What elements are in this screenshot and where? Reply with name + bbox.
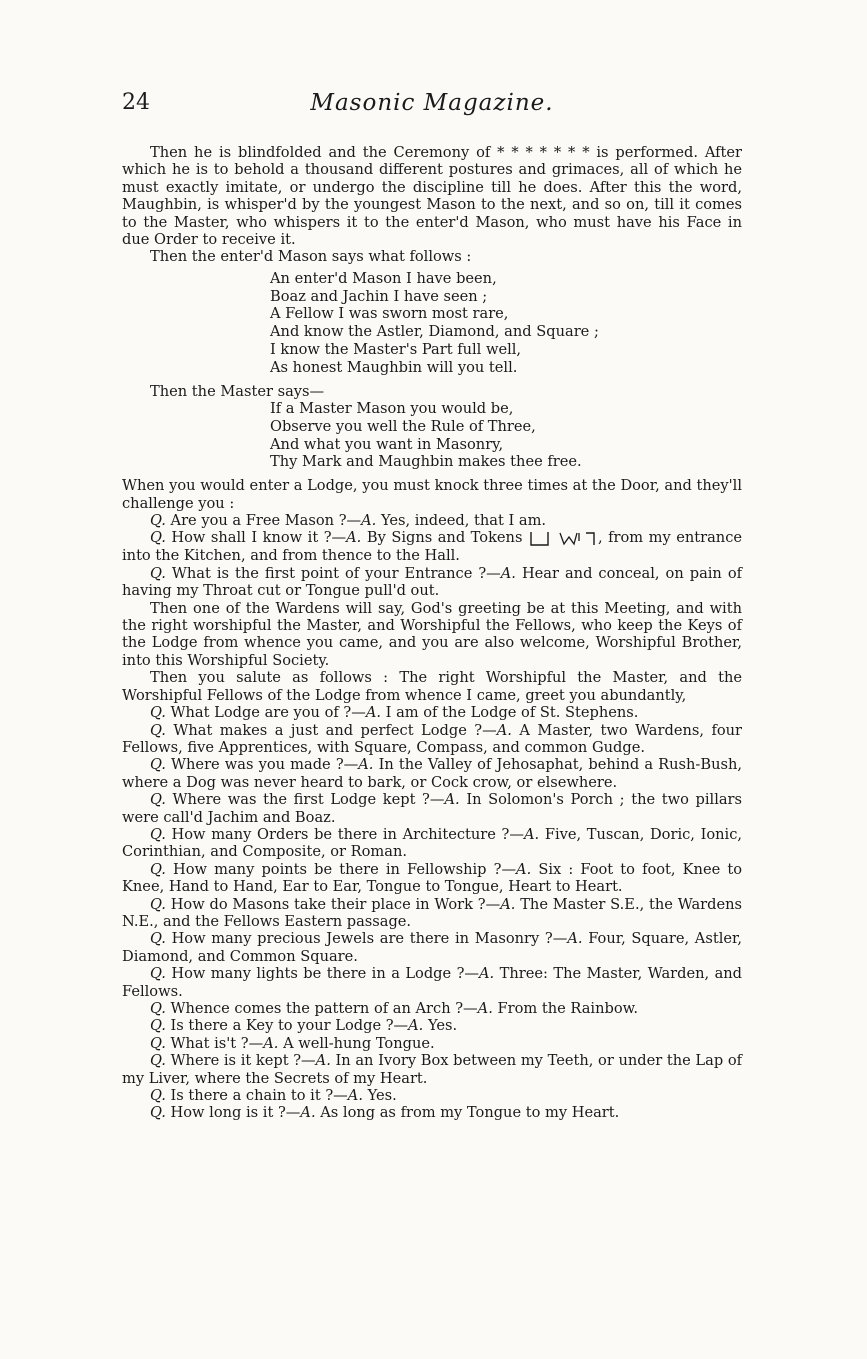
qa-list: [122, 704, 742, 1122]
question-text: What makes a just and perfect Lodge ?—: [173, 721, 497, 739]
verse-line: I know the Master's Part full well,: [270, 341, 522, 359]
answer-text: The Master S.E., the Wardens N.E., and the Fellows Eastern passage.: [122, 895, 742, 930]
qa-item: [122, 1000, 742, 1017]
question-marker: Q.: [150, 704, 166, 722]
question-marker: Q.: [150, 1052, 166, 1070]
answer-text: Yes.: [367, 1087, 397, 1105]
answer-marker: A.: [361, 512, 377, 530]
answer-text: , from my entrance into the Kitchen, and from thence to the Hall.: [122, 529, 743, 565]
masonic-cipher-symbols: [528, 529, 598, 547]
question-marker: Q.: [150, 721, 166, 739]
paragraph: Then the Master says—: [150, 382, 325, 400]
qa-item: [122, 861, 742, 896]
answer-marker: A.: [444, 791, 460, 809]
qa-item: [122, 896, 742, 931]
question-marker: Q.: [150, 930, 166, 948]
verse-line: Observe you well the Rule of Three,: [270, 417, 536, 435]
answer-marker: A.: [358, 756, 374, 774]
qa-item: [122, 826, 742, 861]
qa-item: [122, 1104, 742, 1121]
question-text: What is the first point of your Entrance ?—: [171, 564, 501, 582]
question-marker: Q.: [150, 512, 166, 530]
verse-master: [270, 400, 742, 471]
answer-text: From the Rainbow.: [497, 1000, 639, 1017]
qa-item: [122, 565, 742, 600]
answer-marker: A.: [496, 721, 512, 739]
question-text: How many points be there in Fellowship ?—: [173, 860, 517, 878]
question-text: What is't ?—: [170, 1034, 264, 1052]
answer-marker: A.: [477, 1000, 493, 1017]
verse-line: And what you want in Masonry,: [270, 435, 504, 453]
paragraph: Then the enter'd Mason says what follows :: [150, 248, 472, 266]
answer-text: By Signs and Tokens: [366, 529, 523, 547]
question-marker: Q.: [150, 1017, 166, 1035]
qa-item: [122, 704, 742, 721]
answer-text: Yes, indeed, that I am.: [380, 512, 547, 530]
question-marker: Q.: [150, 1087, 166, 1105]
question-text: Are you a Free Mason ?—: [170, 512, 362, 530]
question-text: Where was you made ?—: [171, 756, 359, 774]
question-text: Where was the first Lodge kept ?—: [172, 791, 445, 809]
question-text: Is there a Key to your Lodge ?—: [170, 1017, 409, 1035]
answer-text: Three: The Master, Warden, and Fellows.: [122, 965, 743, 1000]
answer-text: In an Ivory Box between my Teeth, or under the Lap of my Liver, where the Secrets of my Heart.: [122, 1052, 743, 1087]
question-text: How long is it ?—: [170, 1104, 301, 1122]
answer-text: Four, Square, Astler, Diamond, and Common Square.: [122, 930, 743, 965]
answer-marker: A.: [346, 529, 362, 547]
answer-text: As long as from my Tongue to my Heart.: [320, 1104, 620, 1122]
answer-marker: A.: [479, 965, 495, 983]
qa-item: [122, 1087, 742, 1104]
paragraph: Then you salute as follows : The right Worshipful the Master, and the Worshipful Fellows of the Lodge from whence I came, greet you abundantly,: [122, 669, 742, 704]
question-marker: Q.: [150, 529, 166, 547]
answer-marker: A.: [523, 825, 540, 843]
question-marker: Q.: [150, 1104, 166, 1122]
question-marker: Q.: [150, 564, 166, 582]
question-text: Whence comes the pattern of an Arch ?—: [170, 1000, 478, 1017]
verse-line: A Fellow I was sworn most rare,: [270, 305, 509, 323]
answer-text: Six : Foot to foot, Knee to Knee, Hand to Hand, Ear to Ear, Tongue to Tongue, Heart to Heart.: [122, 860, 743, 896]
question-text: How shall I know it ?—: [171, 529, 347, 547]
question-marker: Q.: [150, 791, 166, 809]
question-text: What Lodge are you of ?—: [170, 704, 366, 722]
answer-text: Five, Tuscan, Doric, Ionic, Corinthian, and Composite, or Roman.: [122, 825, 743, 861]
qa-item: [122, 791, 742, 826]
verse-line: Thy Mark and Maughbin makes thee free.: [270, 453, 582, 471]
answer-marker: A.: [500, 895, 516, 913]
answer-text: A well-hung Tongue.: [283, 1034, 435, 1052]
answer-marker: A.: [315, 1052, 331, 1070]
question-text: How do Masons take their place in Work ?—: [170, 895, 501, 913]
verse-line: An enter'd Mason I have been,: [270, 269, 497, 287]
qa-item: [122, 1035, 742, 1052]
answer-text: Hear and conceal, on pain of having my Throat cut or Tongue pull'd out.: [122, 564, 743, 600]
question-marker: Q.: [150, 860, 166, 878]
answer-marker: A.: [408, 1017, 424, 1035]
answer-marker: A.: [500, 564, 516, 582]
question-text: How many Orders be there in Architecture ?—: [171, 825, 524, 843]
answer-text: In Solomon's Porch ; the two pillars were call'd Jachim and Boaz.: [122, 791, 743, 826]
qa-item: [122, 1017, 742, 1034]
answer-text: Yes.: [427, 1017, 458, 1035]
answer-text: I am of the Lodge of St. Stephens.: [385, 704, 639, 722]
verse-line: If a Master Mason you would be,: [270, 400, 514, 418]
question-text: How many precious Jewels are there in Masonry ?—: [171, 930, 568, 948]
question-marker: Q.: [150, 756, 166, 774]
verse-line: As honest Maughbin will you tell.: [270, 358, 518, 376]
qa-item: [122, 930, 742, 965]
verse-enterd-mason: [270, 270, 742, 377]
question-marker: Q.: [150, 825, 166, 843]
answer-marker: A.: [516, 860, 532, 878]
answer-text: A Master, two Wardens, four Fellows, five Apprentices, with Square, Compass, and common Gudge.: [122, 721, 743, 756]
answer-marker: A.: [300, 1104, 316, 1122]
article-body: [122, 144, 742, 1122]
question-marker: Q.: [150, 965, 166, 983]
question-text: Where is it kept ?—: [170, 1052, 316, 1070]
question-marker: Q.: [150, 1034, 166, 1052]
question-marker: Q.: [150, 895, 166, 913]
question-text: How many lights be there in a Lodge ?—: [171, 965, 480, 983]
page-header: [122, 90, 742, 124]
question-text: Is there a chain to it ?—: [170, 1087, 348, 1105]
question-marker: Q.: [150, 1000, 166, 1017]
paragraph: When you would enter a Lodge, you must knock three times at the Door, and they'll challenge you :: [122, 477, 742, 512]
answer-text: In the Valley of Jehosaphat, behind a Rush-Bush, where a Dog was never heard to bark, or Cock crow, or elsewhere.: [122, 756, 743, 791]
page-number: 24: [122, 90, 150, 115]
paragraph: Then one of the Wardens will say, God's greeting be at this Meeting, and with the right worshipful the Master, and Worshipful the Fellows, who keep the Keys of the Lodge from whence you came, and you are also welcome, Worshipful Brother, into this Worshipful Society.: [122, 599, 742, 669]
verse-line: And know the Astler, Diamond, and Square ;: [270, 323, 599, 341]
answer-marker: A.: [263, 1034, 279, 1052]
page-title: Masonic Magazine.: [310, 90, 554, 116]
qa-item: [122, 965, 742, 1000]
qa-item: [122, 529, 742, 564]
qa-item: [122, 512, 742, 529]
verse-line: Boaz and Jachin I have seen ;: [270, 287, 488, 305]
qa-item: [122, 1052, 742, 1087]
answer-marker: A.: [347, 1087, 363, 1105]
answer-marker: A.: [567, 930, 583, 948]
paragraph: Then he is blindfolded and the Ceremony of * * * * * * * is performed. After which he is to behold a thousand different postures and grimaces, all of which he must exactly imitate, or undergo the discipline till he does. After this the word, Maughbin, is whisper'd by the youngest Mason to the next, and so on, till it comes to the Master, who whispers it to the enter'd Mason, who must have his Face in due Order to receive it.: [122, 144, 742, 249]
qa-item: [122, 756, 742, 791]
qa-item: [122, 722, 742, 757]
answer-marker: A.: [365, 704, 382, 722]
